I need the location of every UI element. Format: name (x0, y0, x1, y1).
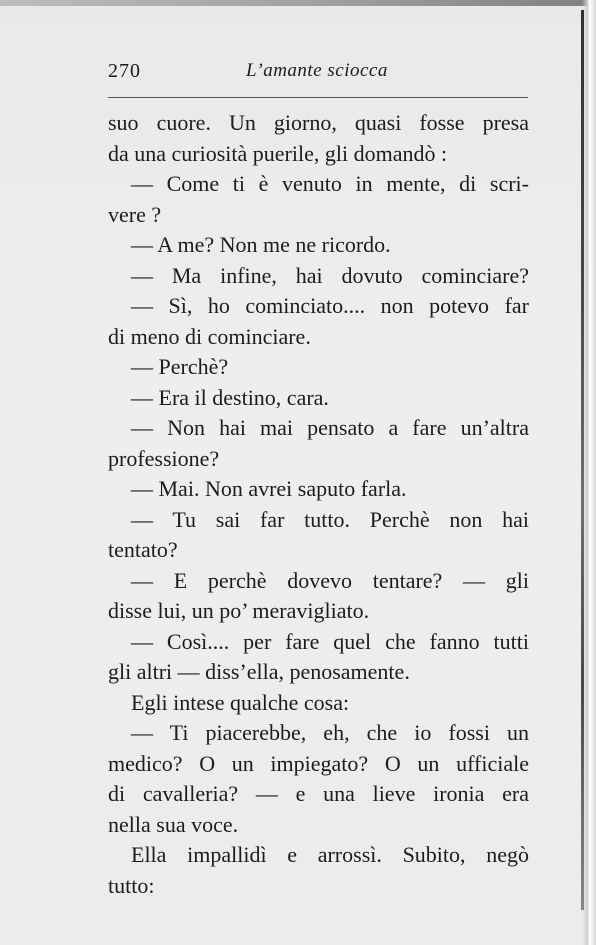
text-line: da una curiosità puerile, gli domandò : (108, 140, 448, 166)
text-line: vere ? (108, 201, 162, 227)
text-line: Ella impallidì e arrossì. Subito, negò (131, 842, 529, 867)
text-line: tutto: (108, 872, 155, 898)
text-line: medico? O un impiegato? O un ufficiale (108, 750, 529, 776)
text-line: — Non hai mai pensato a fare un’altra (131, 415, 529, 440)
text-line: disse lui, un po’ meravigliato. (108, 598, 370, 623)
text-line: — Come ti è venuto in mente, di scri- (131, 171, 529, 196)
text-line: professione? (108, 445, 220, 471)
page-number: 270 (108, 60, 141, 82)
text-line: di cavalleria? — e una lieve ironia era (108, 781, 529, 806)
text-line: — Perchè? (131, 354, 229, 379)
text-line: tentato? (108, 537, 178, 562)
text-line: — Così.... per fare quel che fanno tutti (131, 628, 529, 654)
text-line: di meno di cominciare. (108, 323, 311, 349)
page-top-edge (0, 0, 596, 6)
text-line: — Era il destino, cara. (131, 384, 329, 410)
running-title: L’amante sciocca (246, 60, 388, 81)
text-line: — Ti piacerebbe, eh, che io fossi un (131, 720, 529, 745)
text-line: — Ma infine, hai dovuto cominciare? (131, 262, 529, 288)
binding-shadow (581, 10, 584, 910)
text-line: Egli intese qualche cosa: (131, 689, 350, 715)
header-rule (108, 97, 528, 98)
text-line: — Tu sai far tutto. Perchè non hai (131, 506, 529, 532)
text-line: — E perchè dovevo tentare? — gli (131, 567, 529, 593)
page-right-edge (582, 0, 596, 945)
text-line: — A me? Non me ne ricordo. (131, 232, 391, 257)
text-line: suo cuore. Un giorno, quasi fosse presa (108, 110, 529, 135)
text-line: gli altri — diss’ella, penosamente. (108, 659, 410, 684)
body-text (108, 108, 529, 901)
text-line: — Sì, ho cominciato.... non potevo far (131, 293, 529, 318)
text-line: nella sua voce. (108, 811, 239, 837)
running-head (108, 60, 528, 88)
text-line: — Mai. Non avrei saputo farla. (131, 476, 407, 501)
